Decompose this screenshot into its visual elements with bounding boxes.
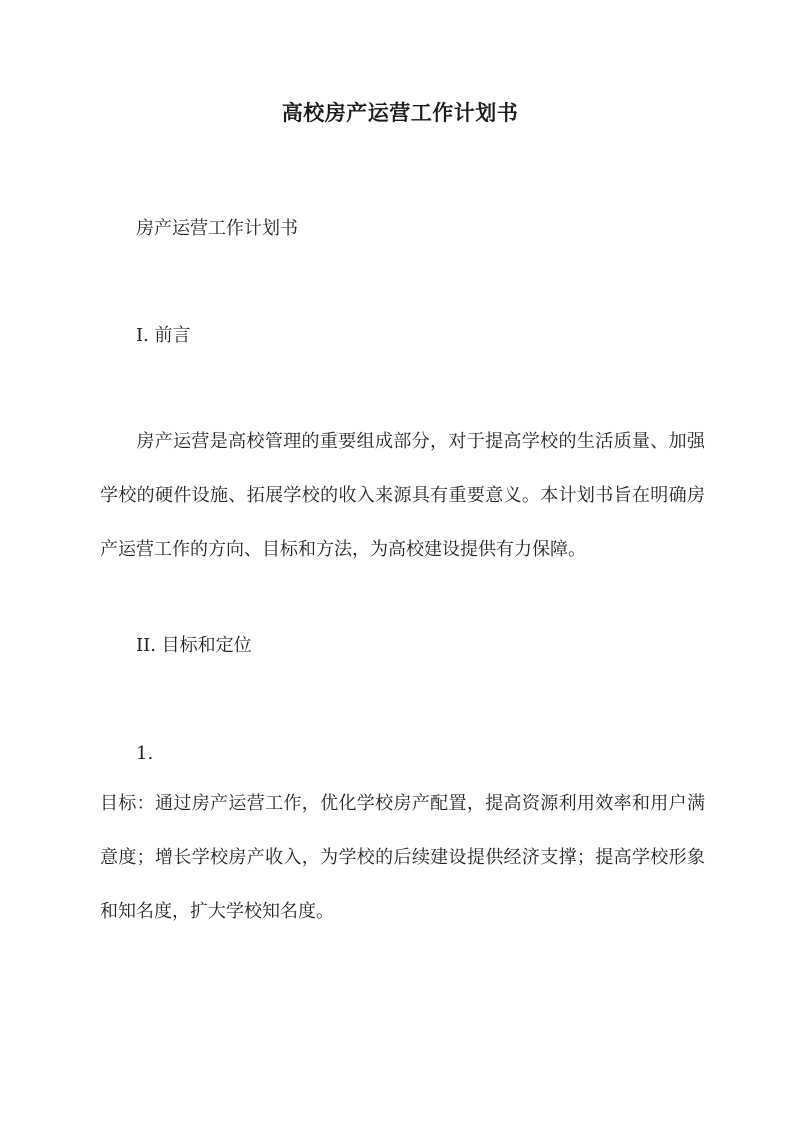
- document-title: 高校房产运营工作计划书: [281, 100, 519, 125]
- document-subtitle: 房产运营工作计划书: [136, 218, 298, 239]
- preface-paragraph: [100, 415, 705, 577]
- list-item-number: 1.: [136, 743, 154, 764]
- preface-paragraph-text: 房产运营是高校管理的重要组成部分，对于提高学校的生活质量、加强学校的硬件设施、拓展学校的收入来源具有重要意义。本计划书旨在明确房产运营工作的方向、目标和方法，为高校建设提供有力保障。: [100, 431, 705, 560]
- goal-paragraph: 目标：通过房产运营工作，优化学校房产配置，提高资源利用效率和用户满意度；增长学校房产收入，为学校的后续建设提供经济支撑；提高学校形象和知名度，扩大学校知名度。: [100, 793, 705, 922]
- section-heading-goals: II. 目标和定位: [136, 635, 252, 656]
- section-heading-preface: I. 前言: [136, 325, 191, 346]
